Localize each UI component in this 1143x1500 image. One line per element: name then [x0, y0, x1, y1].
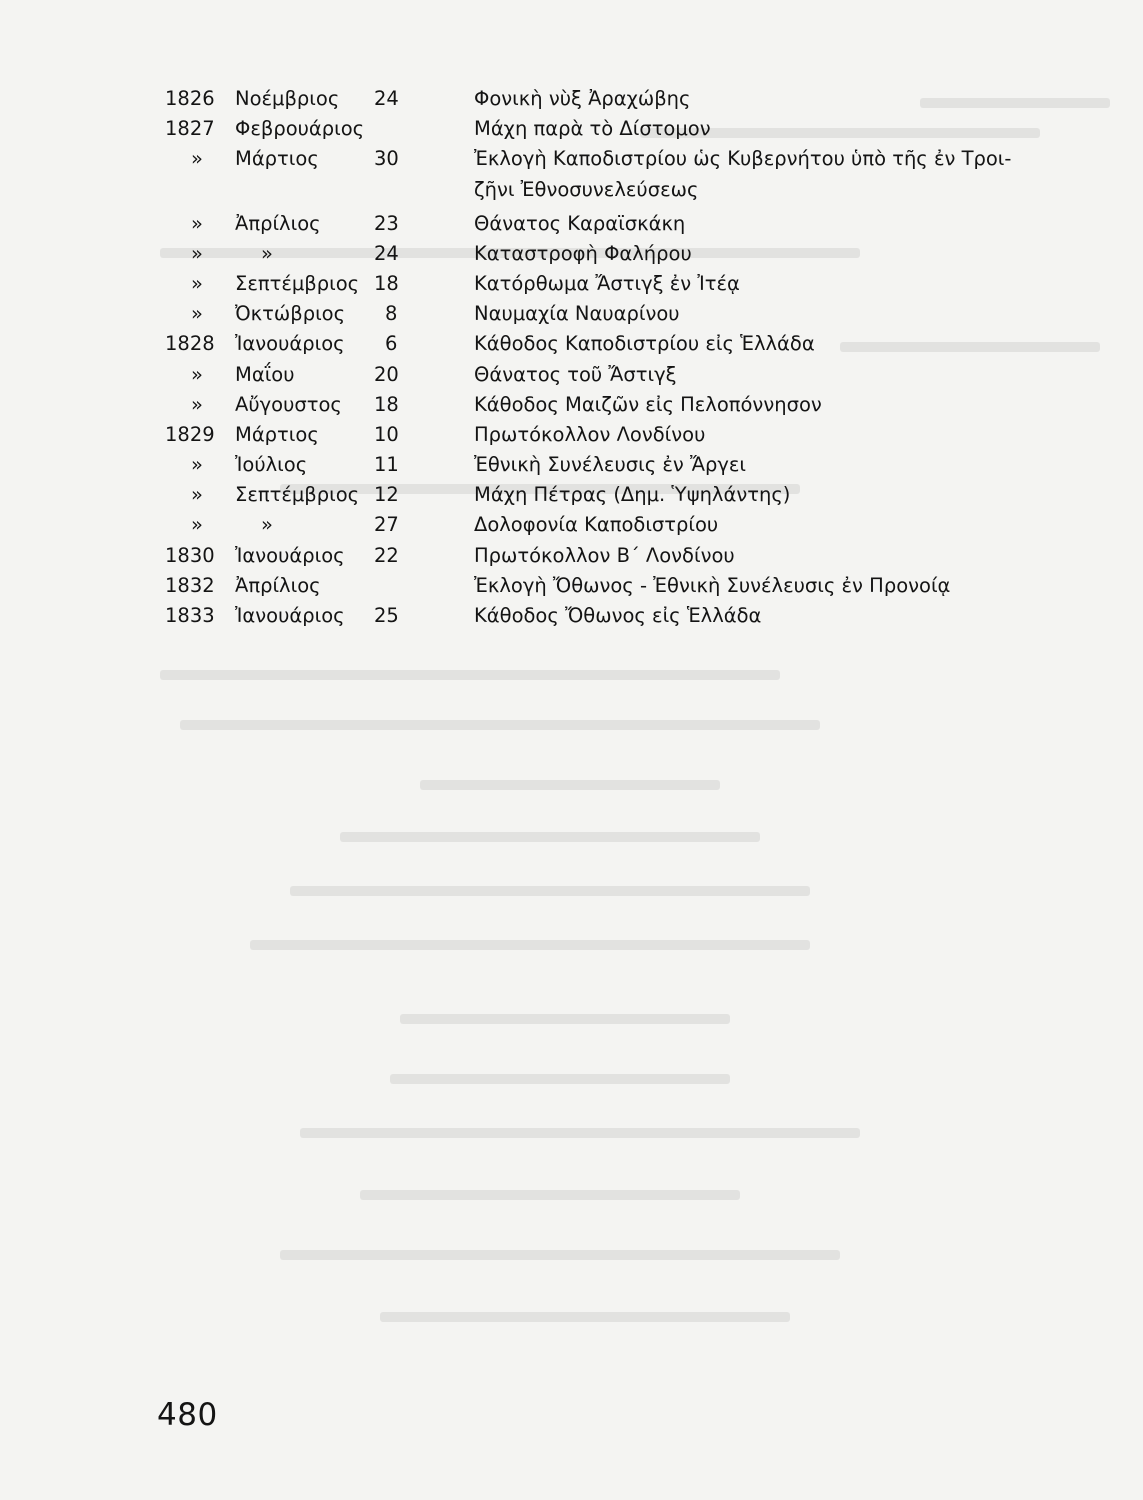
month-text: »: [261, 241, 273, 265]
event-cell: Κάθοδος Καποδιστρίου εἰς Ἑλλάδα: [474, 332, 815, 356]
year-cell: »: [191, 241, 203, 265]
event-cell: Ἐκλογὴ Ὄθωνος - Ἐθνικὴ Συνέλευσις ἐν Προνοίᾳ: [474, 573, 951, 597]
event-cell: Φονικὴ νὺξ Ἀραχώβης: [474, 87, 691, 110]
day-cell: 11: [374, 453, 399, 477]
month-text: Φεβρουάριος: [235, 117, 365, 141]
month-cell: [193, 541, 388, 571]
month-cell: [193, 450, 388, 480]
year-cell: 1828: [165, 332, 215, 356]
event-cell: Θάνατος Καραϊσκάκη: [474, 211, 686, 235]
chronology-row: [0, 299, 1143, 329]
day-cell: 27: [374, 513, 399, 537]
month-text: Μάρτιος: [235, 422, 319, 446]
chronology-row: [0, 420, 1143, 450]
day-cell: 23: [374, 211, 399, 235]
chronology-row: [0, 84, 1143, 114]
chronology-row: [0, 239, 1143, 269]
month-cell: [193, 420, 388, 450]
chronology-row: [0, 144, 1143, 174]
day-cell: 10: [374, 422, 399, 446]
event-cell: Κάθοδος Ὄθωνος εἰς Ἑλλάδα: [474, 604, 762, 627]
event-cell: Μάχη παρὰ τὸ Δίστομον: [474, 117, 711, 141]
day-cell: 25: [374, 604, 399, 627]
month-cell: [193, 175, 388, 205]
year-cell: »: [191, 513, 203, 537]
month-cell: [193, 360, 388, 390]
day-cell: 24: [374, 241, 399, 265]
chronology-row: [0, 480, 1143, 510]
month-text: Νοέμβριος: [235, 87, 340, 110]
chronology-row: [0, 510, 1143, 540]
year-cell: »: [191, 271, 203, 295]
day-cell: 8: [385, 302, 398, 326]
chronology-row: [0, 209, 1143, 239]
month-text: Ἰανουάριος: [235, 604, 345, 627]
event-cell: Κάθοδος Μαιζῶν εἰς Πελοπόννησον: [474, 392, 822, 416]
month-text: Σεπτέμβριος: [235, 271, 360, 295]
chronology-row: [0, 390, 1143, 420]
event-cell: Μάχη Πέτρας (Δημ. Ὑψηλάντης): [474, 483, 791, 507]
chronology-table: [0, 84, 1143, 631]
year-cell: 1829: [165, 422, 215, 446]
month-cell: [193, 571, 388, 601]
month-text: Μάρτιος: [235, 147, 319, 171]
month-text: Ἀπρίλιος: [235, 211, 321, 235]
month-cell: [193, 510, 388, 540]
year-cell: »: [191, 147, 203, 171]
month-text: Ἰανουάριος: [235, 543, 345, 567]
year-cell: 1833: [165, 604, 215, 627]
month-cell: [193, 299, 388, 329]
event-cell: ζῆνι Ἐθνοσυνελεύσεως: [474, 177, 699, 201]
chronology-row: [0, 450, 1143, 480]
event-cell: Καταστροφὴ Φαλήρου: [474, 241, 692, 265]
month-cell: [193, 114, 388, 144]
month-cell: [193, 84, 388, 114]
chronology-row: [0, 114, 1143, 144]
month-cell: [193, 269, 388, 299]
day-cell: 22: [374, 543, 399, 567]
event-cell: Δολοφονία Καποδιστρίου: [474, 513, 719, 537]
day-cell: 18: [374, 271, 399, 295]
month-cell: [193, 390, 388, 420]
chronology-row: [0, 269, 1143, 299]
year-cell: 1827: [165, 117, 215, 141]
month-cell: [193, 239, 388, 269]
month-text: Ἰανουάριος: [235, 332, 345, 356]
event-cell: Ἐκλογὴ Καποδιστρίου ὡς Κυβερνήτου ὑπὸ τῆς ἐν Τροι-: [474, 147, 1012, 171]
year-cell: »: [191, 453, 203, 477]
month-cell: [193, 480, 388, 510]
event-cell: Κατόρθωμα Ἄστιγξ ἐν Ἰτέᾳ: [474, 271, 740, 295]
month-text: Σεπτέμβριος: [235, 483, 360, 507]
month-text: Ἀπρίλιος: [235, 573, 321, 597]
month-text: Αὔγουστος: [235, 392, 342, 416]
month-cell: [193, 329, 388, 359]
event-cell: Ἐθνικὴ Συνέλευσις ἐν Ἄργει: [474, 453, 747, 477]
event-cell: Ναυμαχία Ναυαρίνου: [474, 302, 680, 326]
month-text: Μαΐου: [235, 362, 295, 386]
chronology-row: [0, 360, 1143, 390]
event-cell: Θάνατος τοῦ Ἄστιγξ: [474, 362, 677, 386]
year-cell: »: [191, 362, 203, 386]
year-cell: »: [191, 211, 203, 235]
event-cell: Πρωτόκολλον Β΄ Λονδίνου: [474, 543, 735, 567]
month-text: Ἰούλιος: [235, 453, 308, 477]
day-cell: 24: [374, 87, 399, 110]
chronology-row: [0, 541, 1143, 571]
year-cell: 1830: [165, 543, 215, 567]
chronology-row-continuation: [0, 175, 1143, 209]
year-cell: »: [191, 392, 203, 416]
year-cell: »: [191, 302, 203, 326]
day-cell: 6: [385, 332, 398, 356]
day-cell: 12: [374, 483, 399, 507]
month-cell: [193, 144, 388, 174]
day-cell: 18: [374, 392, 399, 416]
month-cell: [193, 209, 388, 239]
page-number: 480: [157, 1397, 218, 1433]
month-text: Ὀκτώβριος: [235, 302, 346, 326]
year-cell: 1826: [165, 87, 215, 110]
year-cell: »: [191, 483, 203, 507]
month-text: »: [261, 513, 273, 537]
month-cell: [193, 601, 388, 631]
chronology-row: [0, 571, 1143, 601]
day-cell: 20: [374, 362, 399, 386]
year-cell: 1832: [165, 573, 215, 597]
chronology-row: [0, 329, 1143, 359]
event-cell: Πρωτόκολλον Λονδίνου: [474, 422, 706, 446]
chronology-row: [0, 601, 1143, 631]
day-cell: 30: [374, 147, 399, 171]
